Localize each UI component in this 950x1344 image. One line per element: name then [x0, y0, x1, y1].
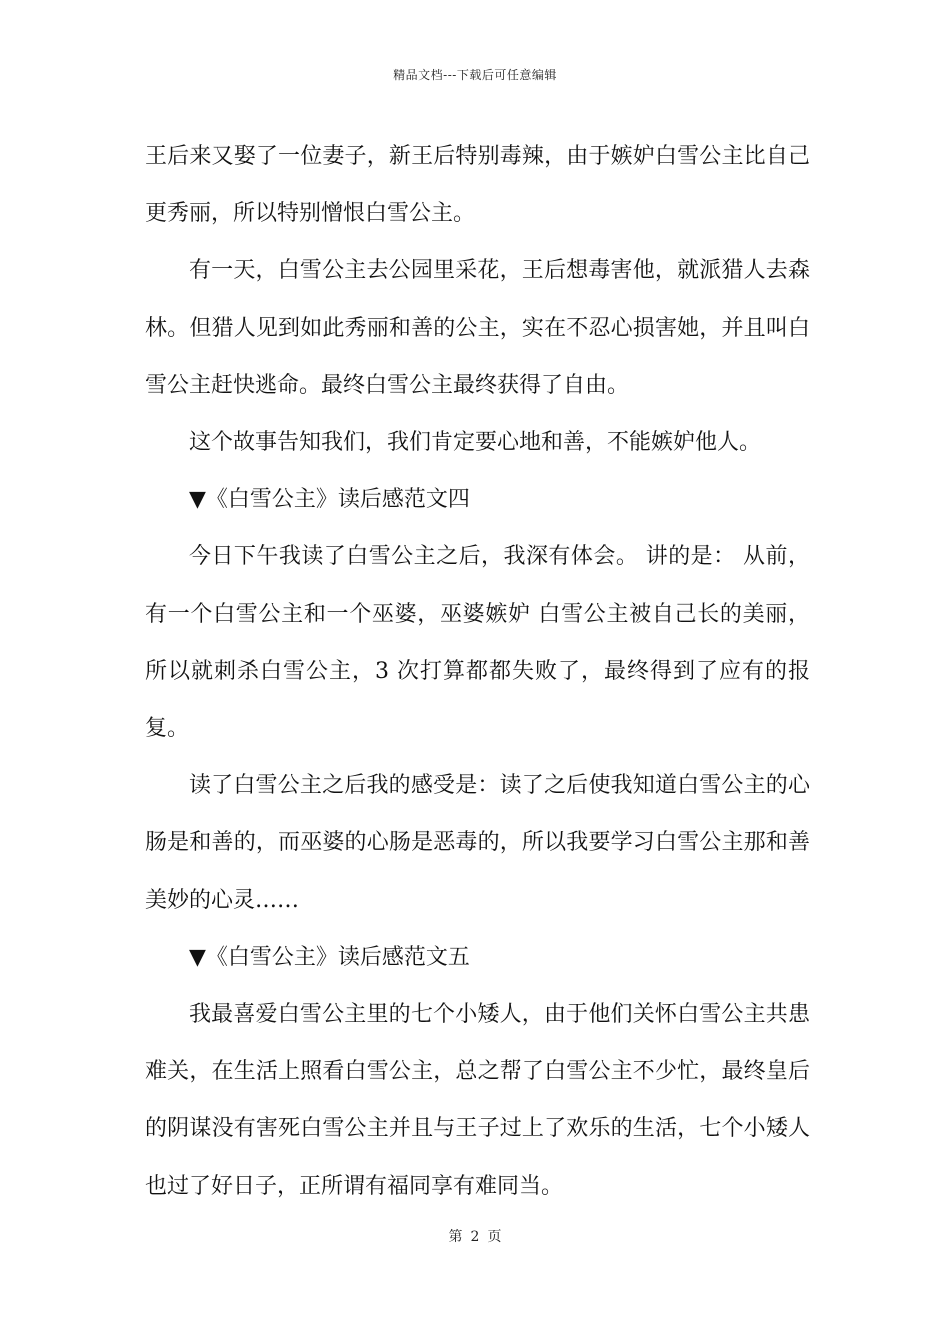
page-header: 精品文档---下载后可任意编辑	[393, 68, 557, 82]
paragraph: 今日下午我读了白雪公主之后，我深有体会。 讲的是： 从前，有一个白雪公主和一个巫婆，巫婆嫉妒 白雪公主被自己长的美丽，所以就刺杀白雪公主，3 次打算都都失败了，最终得到了应有的报复。	[145, 544, 810, 742]
page-footer	[0, 1226, 950, 1246]
paragraph: 这个故事告知我们，我们肯定要心地和善，不能嫉妒他人。	[189, 430, 762, 456]
section-heading-essay-five: ▼《白雪公主》读后感范文五	[189, 944, 470, 970]
paragraph: 有一天，白雪公主去公园里采花，王后想毒害他，就派猎人去森林。但猎人见到如此秀丽和善的公主，实在不忍心损害她，并且叫白雪公主赶快逃命。最终白雪公主最终获得了自由。	[145, 258, 810, 398]
paragraph: 我最喜爱白雪公主里的七个小矮人，由于他们关怀白雪公主共患难关，在生活上照看白雪公主，总之帮了白雪公主不少忙，最终皇后的阴谋没有害死白雪公主并且与王子过上了欢乐的生活，七个小矮人也过了好日子，正所谓有福同享有难同当。	[145, 1002, 810, 1199]
paragraph-continuation: 王后来又娶了一位妻子，新王后特别毒辣，由于嫉妒白雪公主比自己更秀丽，所以特别憎恨白雪公主。	[145, 144, 810, 227]
page-number-suffix: 页	[487, 1229, 502, 1245]
page-number: 2	[470, 1229, 480, 1245]
paragraph: 读了白雪公主之后我的感受是：读了之后使我知道白雪公主的心肠是和善的，而巫婆的心肠是恶毒的，所以我要学习白雪公主那和善美妙的心灵……	[145, 773, 810, 913]
document-body	[145, 128, 810, 1215]
section-heading-essay-four: ▼《白雪公主》读后感范文四	[189, 487, 470, 513]
page-number-prefix: 第	[448, 1229, 463, 1245]
